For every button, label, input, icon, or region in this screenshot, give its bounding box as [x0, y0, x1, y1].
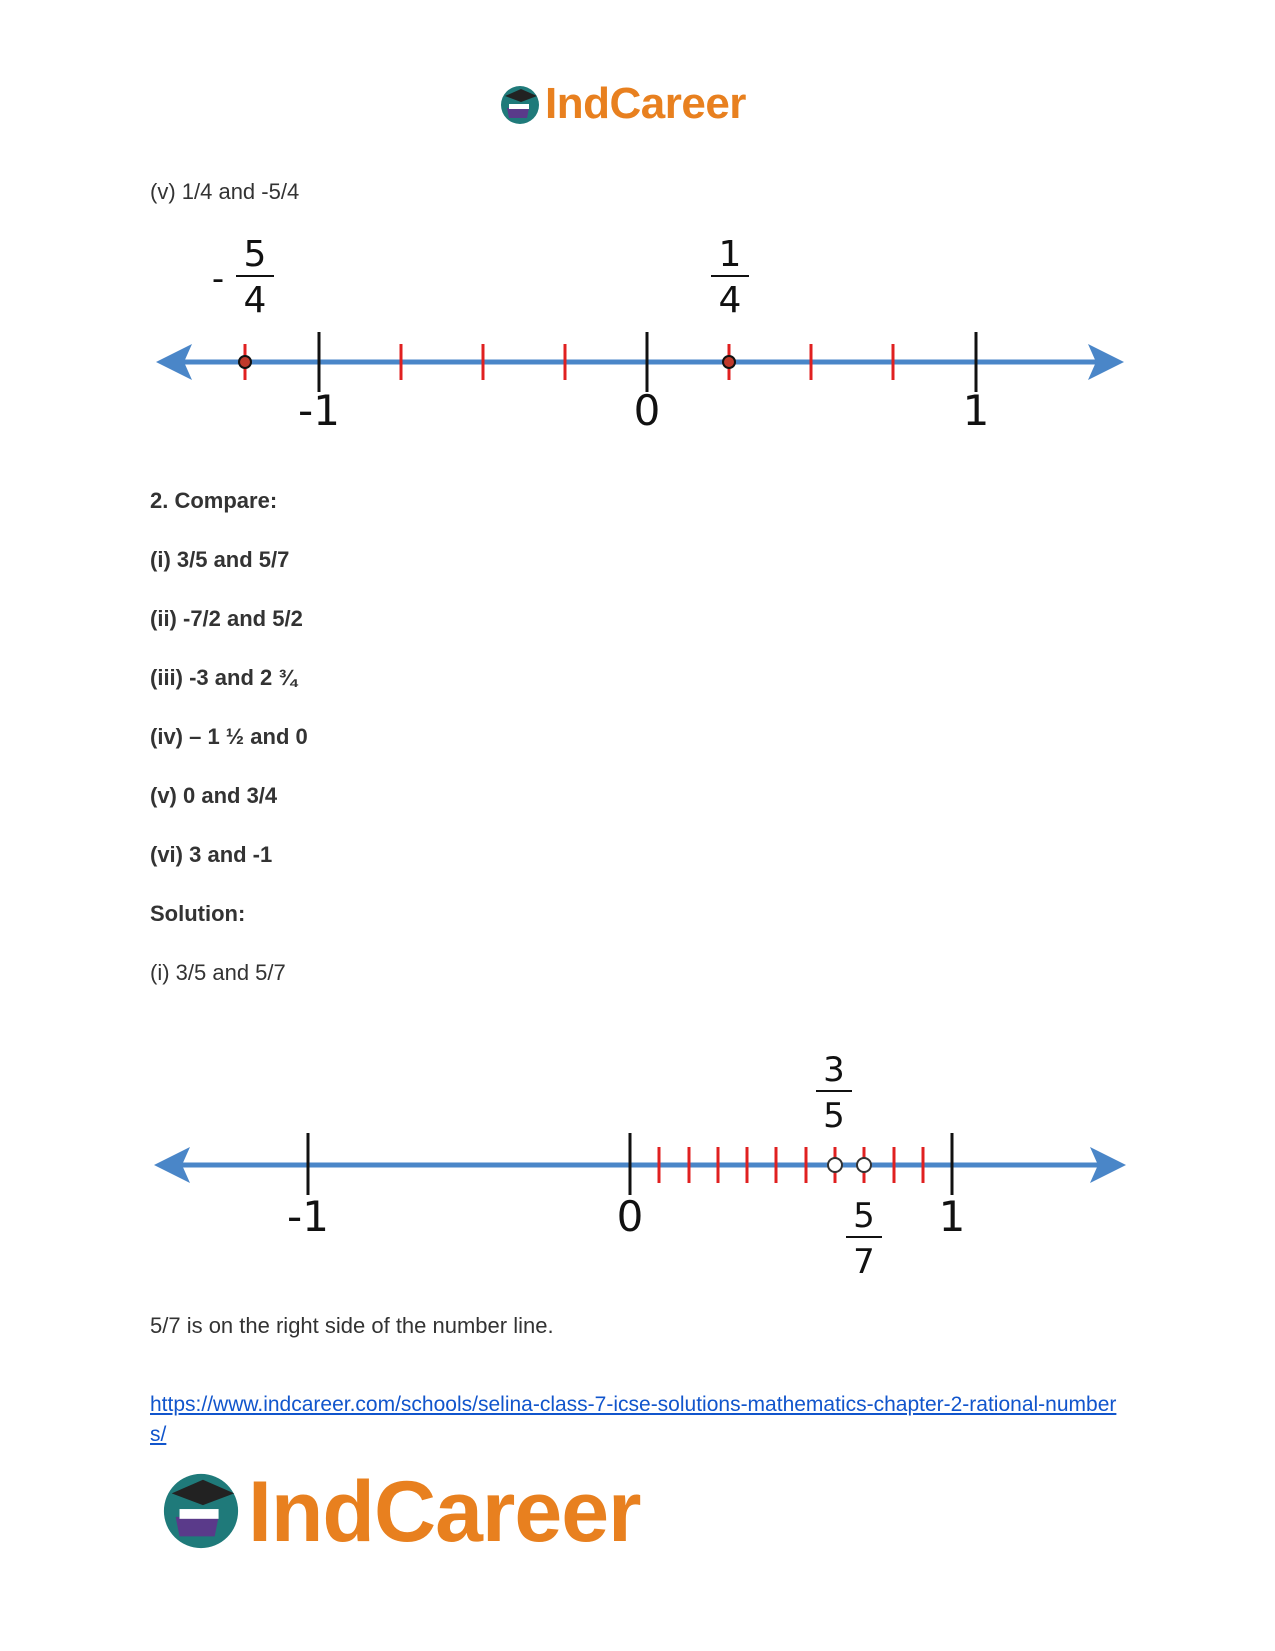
- question-title: 2. Compare:: [150, 488, 278, 513]
- fraction-numerator: 5: [853, 1196, 875, 1236]
- question-item: (v) 0 and 3/4: [150, 783, 278, 808]
- question-item: (iii) -3 and 2 ¾: [150, 665, 297, 690]
- fraction-denominator: 5: [823, 1096, 845, 1136]
- number-line-figure-2: [150, 1035, 1130, 1285]
- number-line-figure-1: [150, 230, 1130, 450]
- point-one-quarter: [723, 356, 735, 368]
- label-zero: 0: [616, 1192, 644, 1241]
- label-zero: 0: [633, 386, 661, 435]
- header-logo: [499, 78, 779, 130]
- fraction-denominator: 4: [243, 280, 267, 321]
- source-link[interactable]: https://www.indcareer.com/schools/selina-class-7-icse-solutions-mathematics-chapter-2-rational-numbers/: [150, 1393, 1117, 1446]
- graduation-globe-icon: [499, 84, 541, 126]
- logo-wordmark: IndCareer: [248, 1464, 641, 1560]
- label-minus-one: -1: [298, 386, 340, 435]
- question-item: (vi) 3 and -1: [150, 842, 273, 867]
- solution-label: Solution:: [150, 901, 246, 926]
- solution-i-label: (i) 3/5 and 5/7: [150, 960, 286, 985]
- fraction-numerator: 3: [823, 1050, 845, 1090]
- question-item: (i) 3/5 and 5/7: [150, 547, 290, 572]
- fraction-numerator: 5: [243, 234, 267, 275]
- graduation-globe-icon: [160, 1470, 242, 1552]
- section-v-label: (v) 1/4 and -5/4: [150, 179, 300, 204]
- footer-logo: [160, 1462, 700, 1562]
- logo-wordmark: IndCareer: [545, 79, 746, 128]
- question-item: (iv) – 1 ½ and 0: [150, 724, 308, 749]
- question-item: (ii) -7/2 and 5/2: [150, 606, 303, 631]
- label-one: 1: [938, 1192, 966, 1241]
- fraction-sign: -: [211, 259, 225, 299]
- conclusion-text: 5/7 is on the right side of the number line.: [150, 1313, 554, 1338]
- label-one: 1: [962, 386, 990, 435]
- fraction-denominator: 4: [718, 280, 742, 321]
- fraction-numerator: 1: [718, 234, 742, 275]
- label-minus-one: -1: [287, 1192, 329, 1241]
- point-five-sevenths: [857, 1158, 871, 1172]
- fraction-denominator: 7: [853, 1242, 875, 1282]
- point-three-fifths: [828, 1158, 842, 1172]
- point-minus-five-quarters: [239, 356, 251, 368]
